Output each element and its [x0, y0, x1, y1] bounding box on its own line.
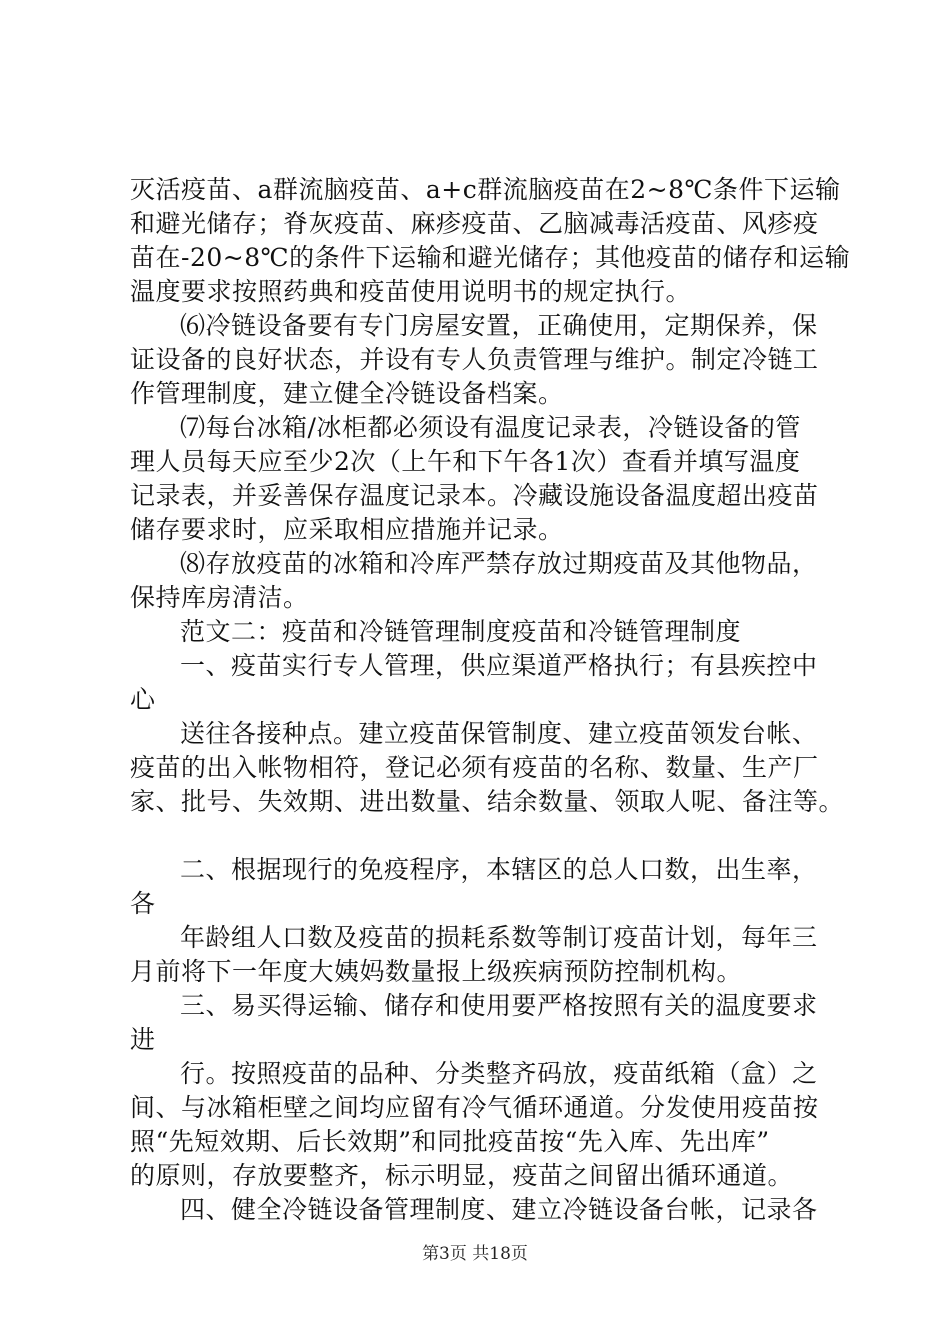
paragraph-start: ⑹冷链设备要有专门房屋安置，正确使用，定期保养，保 — [180, 311, 818, 340]
paragraph-start: 送往各接种点。建立疫苗保管制度、建立疫苗领发台帐、 — [180, 719, 818, 748]
paragraph-start: 四、健全冷链设备管理制度、建立冷链设备台帐，记录各 — [180, 1195, 818, 1224]
text-line: 记录表，并妥善保存温度记录本。冷藏设施设备温度超出疫苗 — [130, 481, 819, 510]
text-line: 家、批号、失效期、进出数量、结余数量、领取人呢、备注等。 — [130, 787, 845, 816]
paragraph-start: 行。按照疫苗的品种、分类整齐码放，疫苗纸箱（盒）之 — [180, 1059, 818, 1088]
text-line: 温度要求按照药典和疫苗使用说明书的规定执行。 — [130, 277, 692, 306]
text-line: 保持库房清洁。 — [130, 583, 309, 612]
text-line: 间、与冰箱柜壁之间均应留有冷气循环通道。分发使用疫苗按 — [130, 1093, 819, 1122]
text-line: 疫苗的出入帐物相符，登记必须有疫苗的名称、数量、生产厂 — [130, 753, 819, 782]
text-line: 心 — [130, 685, 156, 714]
paragraph-start: ⑻存放疫苗的冰箱和冷库严禁存放过期疫苗及其他物品， — [180, 549, 818, 578]
text-line: 的原则，存放要整齐，标示明显，疫苗之间留出循环通道。 — [130, 1161, 794, 1190]
paragraph-start: 年龄组人口数及疫苗的损耗系数等制订疫苗计划，每年三 — [180, 923, 818, 952]
section-heading: 范文二：疫苗和冷链管理制度疫苗和冷链管理制度 — [180, 617, 742, 646]
text-line: 照“先短效期、后长效期”和同批疫苗按“先入库、先出库” — [130, 1127, 770, 1156]
text-line: 和避光储存；脊灰疫苗、麻疹疫苗、乙脑减毒活疫苗、风疹疫 — [130, 209, 819, 238]
text-line: 月前将下一年度大姨妈数量报上级疾病预防控制机构。 — [130, 957, 743, 986]
text-line: 作管理制度，建立健全冷链设备档案。 — [130, 379, 564, 408]
text-line: 苗在-20~8℃的条件下运输和避光储存；其他疫苗的储存和运输 — [130, 243, 851, 272]
text-line: 理人员每天应至少2次（上午和下午各1次）查看并填写温度 — [130, 447, 801, 476]
text-line: 储存要求时，应采取相应措施并记录。 — [130, 515, 564, 544]
paragraph-start: 一、疫苗实行专人管理，供应渠道严格执行；有县疾控中 — [180, 651, 818, 680]
text-line: 证设备的良好状态，并设有专人负责管理与维护。制定冷链工 — [130, 345, 819, 374]
page-footer: 第3页 共18页 — [422, 1244, 528, 1264]
text-line: 各 — [130, 889, 156, 918]
text-line: 灭活疫苗、a群流脑疫苗、a+c群流脑疫苗在2~8℃条件下运输 — [130, 175, 841, 204]
text-line: 进 — [130, 1025, 156, 1054]
paragraph-start: 二、根据现行的免疫程序，本辖区的总人口数，出生率， — [180, 855, 818, 884]
paragraph-start: 三、易买得运输、储存和使用要严格按照有关的温度要求 — [180, 991, 818, 1020]
paragraph-start: ⑺每台冰箱/冰柜都必须设有温度记录表，冷链设备的管 — [180, 413, 801, 442]
